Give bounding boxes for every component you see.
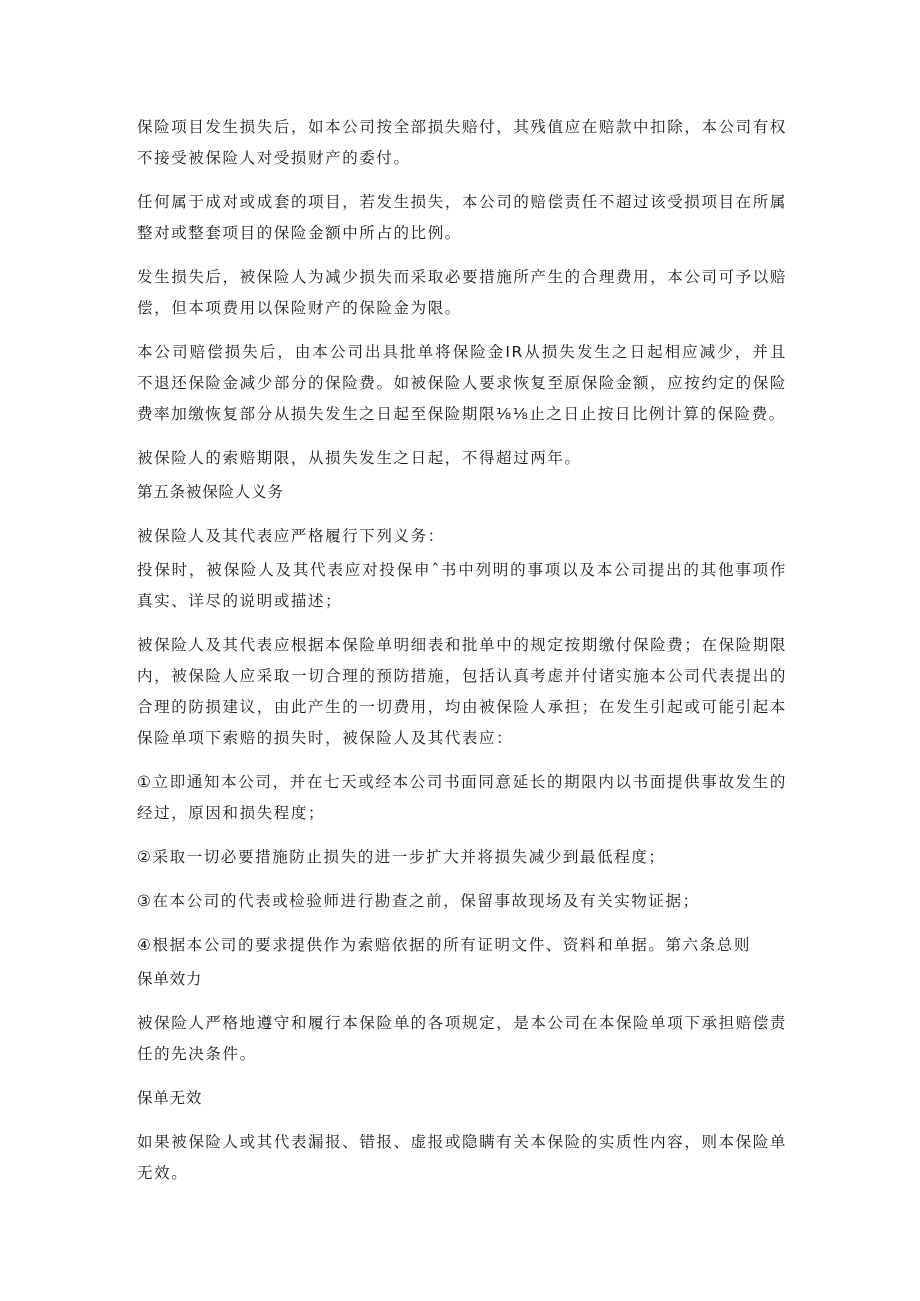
paragraph-paired-items: 任何属于成对或成套的项目，若发生损失，本公司的赔偿责任不超过该受损项目在所属整对或整套项目的保险金额中所占的比例。 <box>137 193 787 242</box>
paragraph-obligations-intro: 被保险人及其代表应严格履行下列义务： <box>137 527 445 545</box>
paragraph-claim-period: 被保险人的索赔期限，从损失发生之日起，不得超过两年。 <box>137 449 582 467</box>
paragraph-mitigation-costs: 发生损失后，被保险人为减少损失而采取必要措施所产生的合理费用，本公司可予以赔偿，但本项费用以保险财产的保险金为限。 <box>137 268 787 317</box>
paragraph-precondition: 被保险人严格地遵守和履行本保险单的各项规定，是本公司在本保险单项下承担赔偿责任的先决条件。 <box>137 1014 787 1063</box>
section-heading-policy-validity: 保单效力 <box>137 970 203 988</box>
paragraph-premium-and-prevention: 被保险人及其代表应根据本保险单明细表和批单中的规定按期缴付保险费；在保险期限内，被保险人应采取一切合理的预防措施，包括认真考虑并付诸实施本公司代表提出的合理的防损建议，由此产生的一切费用，均由被保险人承担；在发生引起或可能引起本保险单项下索赔的损失时，被保险人及其代表应： <box>137 636 787 747</box>
paragraph-sum-insured-reduction: 本公司赔偿损失后，由本公司出具批单将保险金IR从损失发生之日起相应减少，并且不退还保险金减少部分的保险费。如被保险人要求恢复至原保险金额，应按约定的保险费率加缴恢复部分从损失发生之日起至保险期限⅛⅛止之日止按日比例计算的保险费。 <box>137 343 787 423</box>
section-heading-obligations: 第五条被保险人义务 <box>137 483 284 501</box>
paragraph-residual-value: 保险项目发生损失后，如本公司按全部损失赔付，其残值应在赔款中扣除，本公司有权不接受被保险人对受损财产的委付。 <box>137 118 787 167</box>
list-item-mitigate: ②采取一切必要措施防止损失的进一步扩大并将损失减少到最低程度； <box>137 848 666 866</box>
section-heading-policy-void: 保单无效 <box>137 1089 203 1107</box>
list-item-preserve-evidence: ③在本公司的代表或检验师进行勘查之前，保留事故现场及有关实物证据； <box>137 892 700 910</box>
list-item-notify: ①立即通知本公司，并在七天或经本公司书面同意延长的期限内以书面提供事故发生的经过，原因和损失程度； <box>137 773 787 822</box>
document-body <box>137 112 787 1202</box>
paragraph-void-conditions: 如果被保险人或其代表漏报、错报、虚报或隐瞒有关本保险的实质性内容，则本保险单无效。 <box>137 1133 787 1182</box>
list-item-documents: ④根据本公司的要求提供作为索赔依据的所有证明文件、资料和单据。第六条总则 <box>137 936 751 954</box>
paragraph-disclosure: 投保时，被保险人及其代表应对投保申ˆ书中列明的事项以及本公司提出的其他事项作真实、详尽的说明或描述； <box>137 561 787 610</box>
